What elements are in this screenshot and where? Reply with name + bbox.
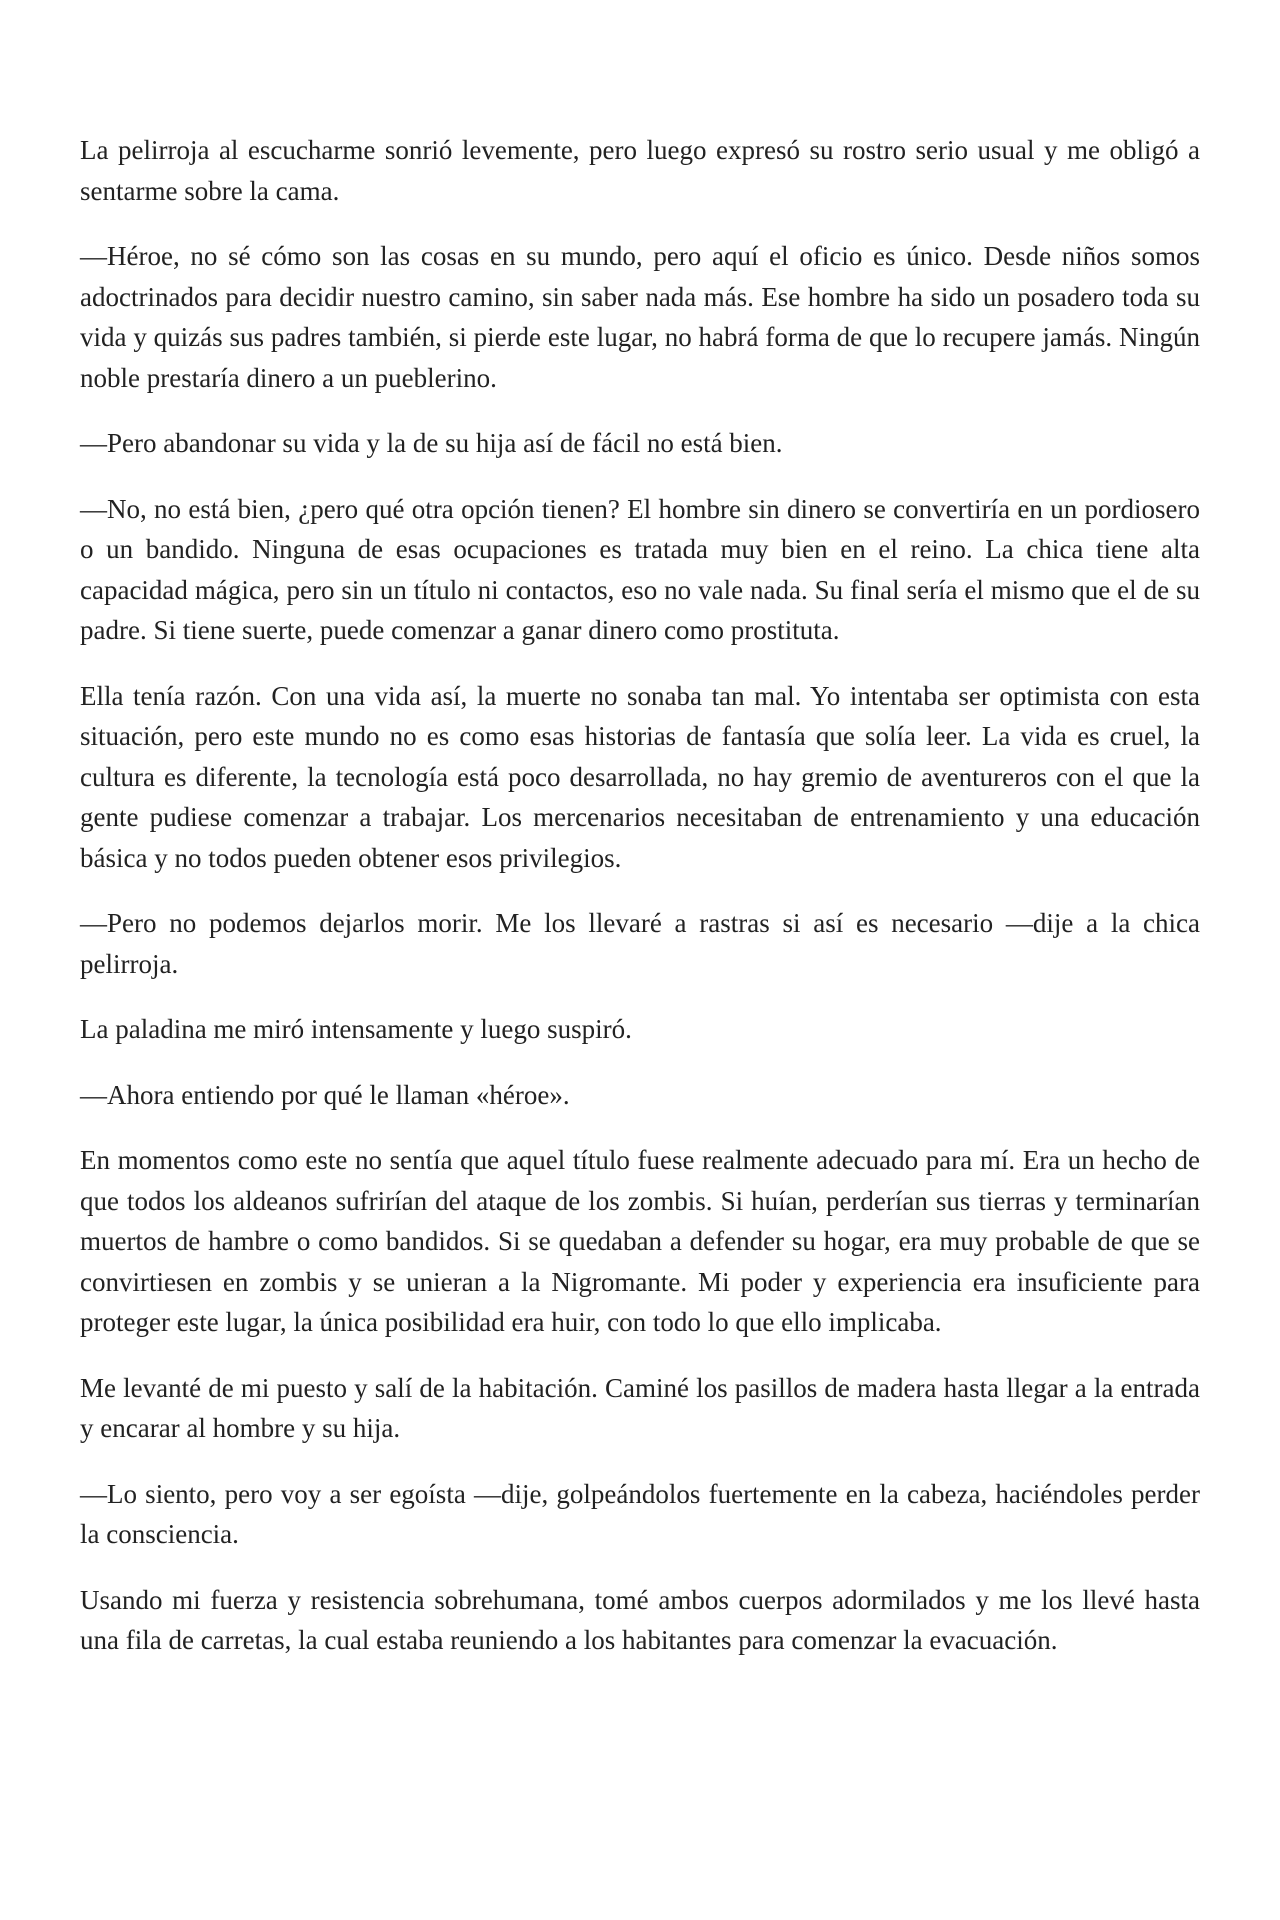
paragraph: —Ahora entiendo por qué le llaman «héroe». xyxy=(80,1079,570,1110)
paragraph: —Héroe, no sé cómo son las cosas en su mundo, pero aquí el oficio es único. Desde niños somos adoctrinados para decidir nuestro camino, sin saber nada más. Ese hombre ha sido un posadero toda su vida y quizás sus padres también, si pierde este lugar, no habrá forma de que lo recupere jamás. Ningún noble prestaría dinero a un pueblerino. xyxy=(80,241,1200,393)
paragraph: En momentos como este no sentía que aquel título fuese realmente adecuado para mí. Era un hecho de que todos los aldeanos sufrirían del ataque de los zombis. Si huían, perderían sus tierras y terminarían muertos de hambre o como bandidos. Si se quedaban a defender su hogar, era muy probable de que se convirtiesen en zombis y se unieran a la Nigromante. Mi poder y experiencia era insuficiente para proteger este lugar, la única posibilidad era huir, con todo lo que ello implicaba. xyxy=(80,1145,1200,1337)
paragraph: La paladina me miró intensamente y luego suspiró. xyxy=(80,1014,632,1044)
paragraph: —Lo siento, pero voy a ser egoísta —dije, golpeándolos fuertemente en la cabeza, haciéndoles perder la consciencia. xyxy=(80,1478,1200,1549)
paragraph: —No, no está bien, ¿pero qué otra opción tienen? El hombre sin dinero se convertiría en un pordiosero o un bandido. Ninguna de esas ocupaciones es tratada muy bien en el reino. La chica tiene alta capacidad mágica, pero sin un título ni contactos, eso no vale nada. Su final sería el mismo que el de su padre. Si tiene suerte, puede comenzar a ganar dinero como prostituta. xyxy=(80,493,1200,645)
document-page xyxy=(80,130,1200,1686)
paragraph: —Pero no podemos dejarlos morir. Me los llevaré a rastras si así es necesario —dije a la chica pelirroja. xyxy=(80,908,1200,979)
paragraph: Me levanté de mi puesto y salí de la habitación. Caminé los pasillos de madera hasta llegar a la entrada y encarar al hombre y su hija. xyxy=(80,1372,1200,1443)
paragraph: La pelirroja al escucharme sonrió levemente, pero luego expresó su rostro serio usual y me obligó a sentarme sobre la cama. xyxy=(80,135,1200,206)
paragraph: —Pero abandonar su vida y la de su hija así de fácil no está bien. xyxy=(80,428,783,458)
paragraph: Usando mi fuerza y resistencia sobrehumana, tomé ambos cuerpos adormilados y me los llevé hasta una fila de carretas, la cual estaba reuniendo a los habitantes para comenzar la evacuación. xyxy=(80,1584,1200,1655)
paragraph: Ella tenía razón. Con una vida así, la muerte no sonaba tan mal. Yo intentaba ser optimista con esta situación, pero este mundo no es como esas historias de fantasía que solía leer. La vida es cruel, la cultura es diferente, la tecnología está poco desarrollada, no hay gremio de aventureros con el que la gente pudiese comenzar a trabajar. Los mercenarios necesitaban de entrenamiento y una educación básica y no todos pueden obtener esos privilegios. xyxy=(80,680,1200,873)
